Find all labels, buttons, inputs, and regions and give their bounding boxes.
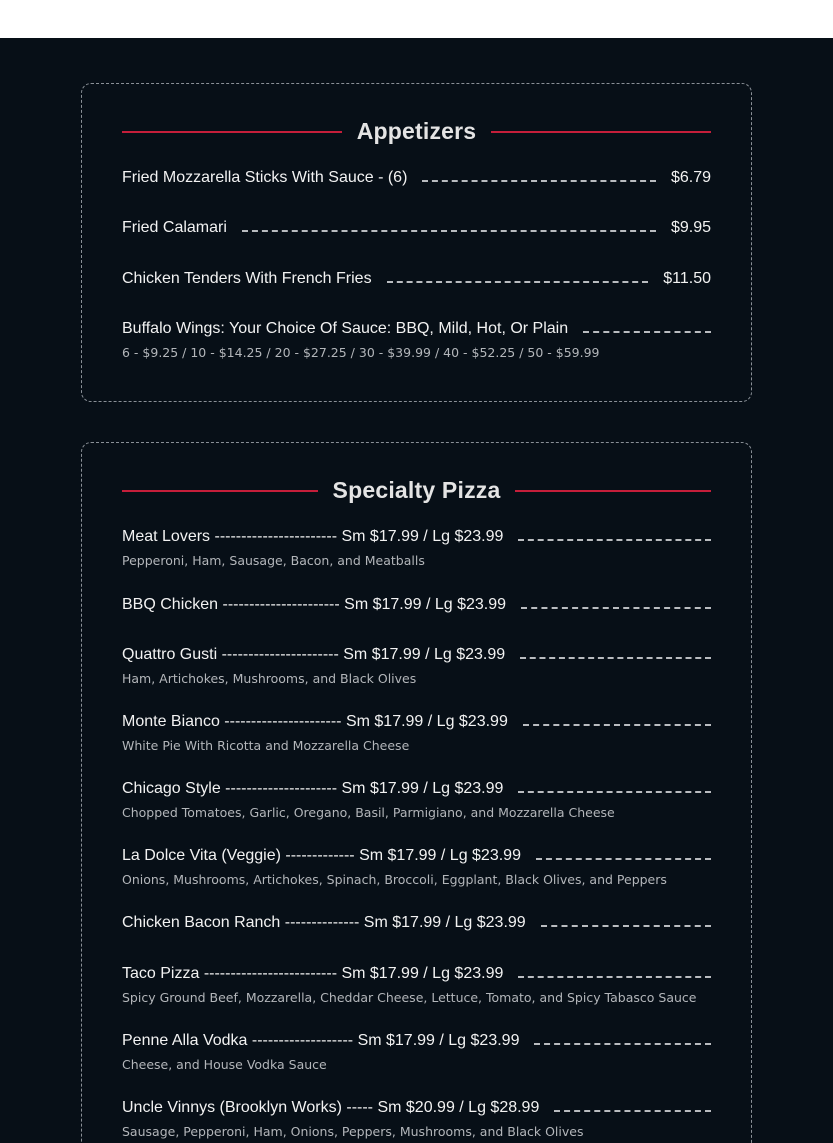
dotted-leader [422, 180, 656, 182]
item-name: La Dolce Vita (Veggie) ------------- Sm $17.99 / Lg $23.99 [122, 847, 521, 864]
item-description: Cheese, and House Vodka Sauce [122, 1057, 327, 1072]
menu-item [122, 845, 711, 887]
section-title: Appetizers [356, 118, 477, 144]
dotted-leader [518, 539, 711, 541]
item-name: Chicken Tenders With French Fries [122, 270, 372, 287]
menu-item [122, 594, 711, 616]
item-name: Buffalo Wings: Your Choice Of Sauce: BBQ, Mild, Hot, Or Plain [122, 320, 569, 337]
dotted-leader [583, 331, 711, 333]
item-name: Taco Pizza ------------------------- Sm $17.99 / Lg $23.99 [122, 965, 504, 982]
item-name: Monte Bianco ---------------------- Sm $17.99 / Lg $23.99 [122, 713, 508, 730]
dotted-leader [520, 657, 711, 659]
header-rule-left [122, 131, 342, 133]
section-title: Specialty Pizza [332, 477, 501, 503]
menu-item [122, 963, 711, 1005]
item-description: Chopped Tomatoes, Garlic, Oregano, Basil, Parmigiano, and Mozzarella Cheese [122, 805, 615, 820]
appetizers-header [122, 118, 711, 145]
item-name: Chicago Style --------------------- Sm $17.99 / Lg $23.99 [122, 780, 504, 797]
item-description: Pepperoni, Ham, Sausage, Bacon, and Meatballs [122, 553, 425, 568]
item-name: Meat Lovers ----------------------- Sm $17.99 / Lg $23.99 [122, 528, 504, 545]
item-name: Penne Alla Vodka ------------------- Sm $17.99 / Lg $23.99 [122, 1032, 520, 1049]
header-rule-right [491, 131, 711, 133]
header-rule-left [122, 490, 318, 492]
dotted-leader [536, 858, 711, 860]
dotted-leader [518, 791, 711, 793]
menu-item [122, 912, 711, 934]
menu-item [122, 1030, 711, 1072]
menu-item [122, 778, 711, 820]
item-description: Sausage, Pepperoni, Ham, Onions, Peppers, Mushrooms, and Black Olives [122, 1124, 584, 1139]
item-name: BBQ Chicken ---------------------- Sm $17.99 / Lg $23.99 [122, 596, 507, 613]
item-description: 6 - $9.25 / 10 - $14.25 / 20 - $27.25 / 30 - $39.99 / 40 - $52.25 / 50 - $59.99 [122, 345, 600, 360]
item-description: White Pie With Ricotta and Mozzarella Cheese [122, 738, 410, 753]
dotted-leader [534, 1043, 711, 1045]
dotted-leader [523, 724, 711, 726]
item-price: $11.50 [663, 270, 711, 287]
item-name: Fried Mozzarella Sticks With Sauce - (6) [122, 169, 408, 186]
dotted-leader [521, 607, 711, 609]
dotted-leader [242, 230, 656, 232]
menu-item [122, 526, 711, 568]
item-price: $6.79 [670, 169, 711, 186]
menu-item [122, 268, 711, 290]
menu-item [122, 711, 711, 753]
item-name: Quattro Gusti ---------------------- Sm $17.99 / Lg $23.99 [122, 646, 506, 663]
top-white-strip [0, 0, 833, 38]
item-name: Chicken Bacon Ranch -------------- Sm $17.99 / Lg $23.99 [122, 914, 526, 931]
dotted-leader [387, 281, 649, 283]
menu-item [122, 217, 711, 239]
dotted-leader [554, 1110, 711, 1112]
item-name: Fried Calamari [122, 219, 227, 236]
item-name: Uncle Vinnys (Brooklyn Works) ----- Sm $20.99 / Lg $28.99 [122, 1099, 540, 1116]
item-description: Spicy Ground Beef, Mozzarella, Cheddar Cheese, Lettuce, Tomato, and Spicy Tabasco Sauce [122, 990, 697, 1005]
specialty-pizza-card [81, 442, 752, 1143]
item-price: $9.95 [670, 219, 711, 236]
specialty-pizza-header [122, 477, 711, 504]
item-description: Onions, Mushrooms, Artichokes, Spinach, Broccoli, Eggplant, Black Olives, and Peppers [122, 872, 667, 887]
dotted-leader [518, 976, 711, 978]
menu-item [122, 1097, 711, 1139]
menu-item [122, 318, 711, 360]
menu-item [122, 167, 711, 189]
header-rule-right [515, 490, 711, 492]
menu-item [122, 644, 711, 686]
item-description: Ham, Artichokes, Mushrooms, and Black Olives [122, 671, 417, 686]
dotted-leader [541, 925, 711, 927]
menu-page [0, 38, 833, 1143]
appetizers-card [81, 83, 752, 402]
